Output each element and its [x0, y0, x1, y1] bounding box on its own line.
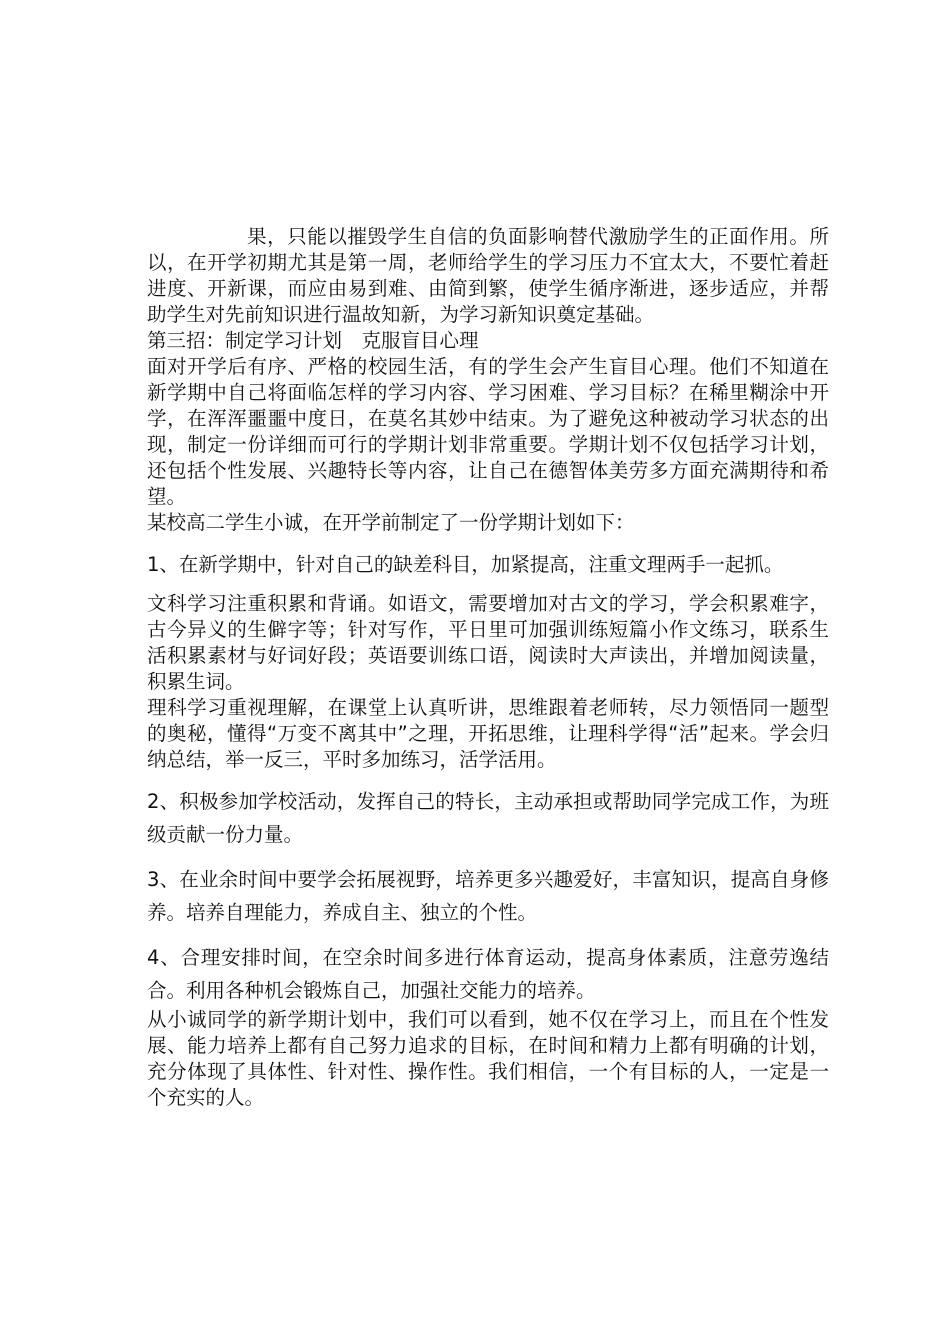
section-heading: 第三招：制定学习计划 克服盲目心理 — [147, 329, 479, 352]
plan-item-2: 2、积极参加学校活动，发挥自己的特长，主动承担或帮助同学完成工作，为班级贡献一份力量。 — [147, 790, 829, 846]
paragraph-plan-intro: 某校高二学生小诚，在开学前制定了一份学期计划如下： — [147, 511, 635, 534]
paragraph-intro: 果，只能以摧毁学生自信的负面影响替代激励学生的正面作用。所以，在开学初期尤其是第一周，老师给学生的学习压力不宜太大，不要忙着赶进度、开新课，而应由易到难、由简到繁，使学生循序渐进，逐步适应，并帮助学生对先前知识进行温故知新，为学习新知识奠定基础。 — [147, 225, 829, 326]
document-body — [147, 224, 829, 1111]
paragraph-science: 理科学习重视理解，在课堂上认真听讲，思维跟着老师转，尽力领悟同一题型的奥秘，懂得“万变不离其中”之理，开拓思维，让理科学得“活”起来。学会归纳总结，举一反三，平时多加练习，活学活用。 — [147, 696, 829, 771]
paragraph-blind-mentality: 面对开学后有序、严格的校园生活，有的学生会产生盲目心理。他们不知道在新学期中自己将面临怎样的学习内容、学习困难、学习目标？在稀里糊涂中开学，在浑浑噩噩中度日，在莫名其妙中结束。为了避免这种被动学习状态的出现，制定一份详细而可行的学期计划非常重要。学期计划不仅包括学习计划，还包括个性发展、兴趣特长等内容，让自己在德智体美劳多方面充满期待和希望。 — [147, 355, 829, 508]
plan-item-1: 1、在新学期中，针对自己的缺差科目，加紧提高，注重文理两手一起抓。 — [147, 553, 784, 576]
plan-item-4: 4、合理安排时间，在空余时间多进行体育运动，提高身体素质，注意劳逸结合。利用各种机会锻炼自己，加强社交能力的培养。 — [147, 946, 829, 1002]
plan-item-3: 3、在业余时间中要学会拓展视野，培养更多兴趣爱好，丰富知识，提高自身修养。培养自理能力，养成自主、独立的个性。 — [147, 868, 829, 924]
paragraph-conclusion: 从小诚同学的新学期计划中，我们可以看到，她不仅在学习上，而且在个性发展、能力培养上都有自己努力追求的目标，在时间和精力上都有明确的计划，充分体现了具体性、针对性、操作性。我们相信，一个有目标的人，一定是一个充实的人。 — [147, 1008, 829, 1109]
paragraph-liberal-arts: 文科学习注重积累和背诵。如语文，需要增加对古文的学习，学会积累难字，古今异义的生僻字等；针对写作，平日里可加强训练短篇小作文练习，联系生活积累素材与好词好段；英语要训练口语，阅读时大声读出，并增加阅读量，积累生词。 — [147, 592, 829, 693]
